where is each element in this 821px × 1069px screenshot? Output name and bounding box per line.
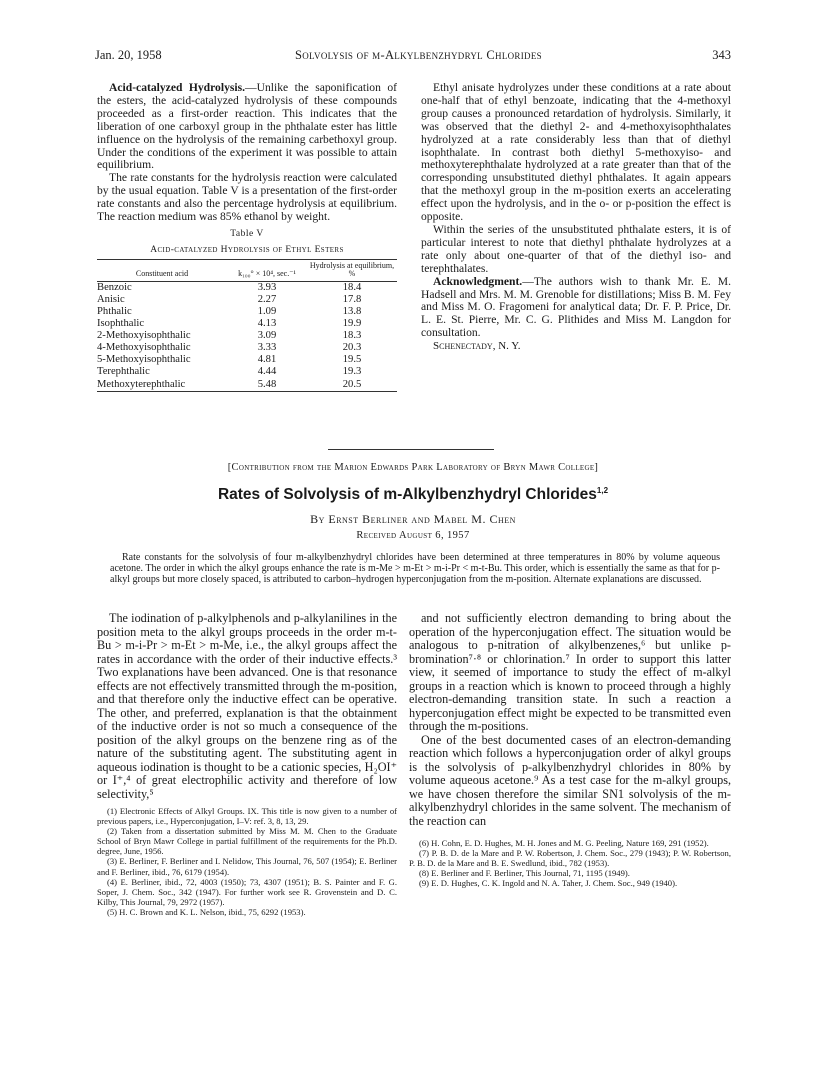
table-cell-k: 5.48 bbox=[257, 378, 277, 390]
paragraph-ethyl-anisate: Ethyl anisate hydrolyzes under these conditions at a rate about one-half that of ethyl benzoate, indicating that the 4-methoxyl group causes a pronounced retardation of hydrolysis. Similarly, it was observed that the diethyl 2- and 4-methoxyisophthalates hydrolyzed at a rate considerably less than that of diethyl isophthalate. In contrast both diethyl 5-methoxyiso- and methoxyterephthalate hydrolyzed at a rate greater than that of the corresponding unsubstituted diethyl phthalates. It again appears that the methoxyl group in the m-position exerts an accelerating effect upon the hydrolysis, and in the o- or p-position the effect is opposite. bbox=[421, 81, 731, 224]
table-cell-hydrolysis: 20.3 bbox=[342, 342, 362, 354]
table-cell-acid: Methoxyterephthalic bbox=[97, 378, 186, 390]
table-cell-hydrolysis: 18.4 bbox=[342, 281, 362, 293]
table-row bbox=[97, 330, 397, 342]
section-heading: Acid-catalyzed Hydrolysis. bbox=[109, 81, 246, 94]
table-cell-hydrolysis: 18.3 bbox=[342, 330, 362, 342]
acknowledgment-heading: Acknowledgment. bbox=[433, 274, 523, 288]
footnote: (6) H. Cohn, E. D. Hughes, M. H. Jones and M. G. Peeling, Nature 169, 291 (1952). bbox=[419, 838, 709, 848]
table-cell-acid: 5-Methoxyisophthalic bbox=[97, 354, 191, 366]
body-right-column bbox=[409, 612, 731, 888]
table-row bbox=[97, 294, 397, 306]
table-cell-acid: Phthalic bbox=[97, 305, 132, 317]
table-cell-acid: 4-Methoxyisophthalic bbox=[97, 342, 191, 354]
table-row bbox=[97, 306, 397, 318]
table-cell-k: 4.13 bbox=[257, 318, 277, 330]
table-cell-k: 1.09 bbox=[257, 305, 277, 317]
paragraph-acid-hydrolysis: Acid-catalyzed Hydrolysis.—Unlike the saponification of the esters, the acid-catalyzed hydrolysis of these compounds proceeded as a first-order reaction. This indicates that the liberation of one carboxyl group in the phthalate ester has little influence on the hydrolysis of the remaining carbethoxyl group. Under the conditions of the experiment it was possible to attain equilibrium. bbox=[97, 81, 397, 172]
left-column-top bbox=[97, 82, 397, 392]
table-cell-hydrolysis: 17.8 bbox=[342, 293, 362, 305]
abstract: Rate constants for the solvolysis of four m-alkylbenzhydryl chlorides have been determined at three temperatures in 80% by volume aqueous acetone. The order in which the alkyl groups enhance the rate is m-Me > m-Et > m-i-Pr < m-t-Bu. This order, which is essentially the same as that for p-alkyl groups but more closely spaced, is attributed to carbon–hydrogen hyperconjugation from the m-position. Alternate explanations are discussed. bbox=[110, 552, 720, 586]
header-running-title: Solvolysis of m-Alkylbenzhydryl Chlorides bbox=[295, 48, 542, 62]
right-column-top bbox=[421, 82, 731, 353]
table-row bbox=[97, 342, 397, 354]
table-v bbox=[97, 259, 397, 392]
footnote: (4) E. Berliner, ibid., 72, 4003 (1950); 73, 4307 (1951); B. S. Painter and F. G. Soper, J. Chem. Soc., 342 (1947). For further work see R. Grovenstein and D. C. Kilby, This Journal, 79, 2972 (1957). bbox=[97, 876, 397, 907]
header-date: Jan. 20, 1958 bbox=[95, 48, 162, 62]
received-date: Received August 6, 1957 bbox=[356, 530, 470, 541]
paragraph-rate-constants: The rate constants for the hydrolysis reaction were calculated by the usual equation. Table V is a presentation of the first-order rate constants and also the percentage hydrolysis at equilibrium. The reaction medium was 85% ethanol by weight. bbox=[97, 171, 397, 224]
table-header-k: k₁₀₀° × 10⁴, sec.⁻¹ bbox=[238, 269, 296, 279]
paragraph-acknowledgment: Acknowledgment.—The authors wish to thank Mr. E. M. Hadsell and Mrs. M. M. Grenoble for distillations; Miss B. M. Fey and Miss M. O. Fragomeni for analytical data; Dr. F. P. Price, Dr. L. E. St. Pierre, Mr. C. G. Plithides and Miss M. Langdon for consultation. bbox=[421, 274, 731, 340]
table-row bbox=[97, 366, 397, 378]
paragraph-solvolysis-test: One of the best documented cases of an electron-demanding reaction which follows a hyperconjugation order of alkyl groups is the solvolysis of p-alkylbenzhydryl chlorides in 80% by volume aqueous acetone.⁹ As a test case for the m-alkyl groups, we have chosen therefore the similar SN1 solvolysis of the m-alkylbenzhydryl chlorides in the same solvent. The mechanism of the reaction can bbox=[409, 732, 731, 828]
table-row bbox=[97, 354, 397, 366]
table-cell-k: 3.33 bbox=[257, 342, 277, 354]
table-body bbox=[97, 281, 397, 391]
footnote: (9) E. D. Hughes, C. K. Ingold and N. A. Taher, J. Chem. Soc., 949 (1940). bbox=[419, 878, 678, 889]
table-cell-k: 2.27 bbox=[257, 293, 277, 305]
header-page-number: 343 bbox=[712, 48, 731, 62]
footnote: (5) H. C. Brown and K. L. Nelson, ibid., 75, 6292 (1953). bbox=[107, 906, 306, 917]
table-cell-hydrolysis: 19.5 bbox=[342, 354, 362, 366]
table-title: Acid-catalyzed Hydrolysis of Ethyl Esters bbox=[150, 244, 344, 255]
table-cell-hydrolysis: 19.9 bbox=[342, 318, 362, 330]
table-cell-acid: Benzoic bbox=[97, 281, 132, 293]
contribution-line: [Contribution from the Marion Edwards Park Laboratory of Bryn Mawr College] bbox=[227, 462, 599, 473]
table-header-acid: Constituent acid bbox=[135, 269, 189, 279]
footnote: (3) E. Berliner, F. Berliner and I. Nelidow, This Journal, 76, 507 (1954); E. Berliner and F. Berliner, ibid., 76, 6179 (1954). bbox=[97, 856, 397, 877]
table-row bbox=[97, 379, 397, 392]
table-row bbox=[97, 318, 397, 330]
footnotes-left bbox=[97, 806, 397, 917]
table-cell-k: 3.93 bbox=[257, 281, 277, 293]
table-cell-hydrolysis: 13.8 bbox=[342, 305, 362, 317]
paragraph-phthalate-series: Within the series of the unsubstituted phthalate esters, it is of particular interest to note that diethyl phthalate hydrolyzes at a rate only about one-quarter of that of the diethyl iso- and terephthalates. bbox=[421, 222, 731, 275]
body-left-column bbox=[97, 612, 397, 917]
table-cell-acid: 2-Methoxyisophthalic bbox=[97, 330, 191, 342]
article-title: Rates of Solvolysis of m-Alkylbenzhydryl Chlorides$^{1,2}$ bbox=[217, 486, 609, 504]
running-header bbox=[95, 48, 731, 64]
table-header-hydrolysis: Hydrolysis at equilibrium, % bbox=[309, 260, 395, 279]
table-cell-k: 3.09 bbox=[257, 330, 277, 342]
location: Schenectady, N. Y. bbox=[433, 340, 521, 353]
footnote: (8) E. Berliner and F. Berliner, This Journal, 71, 1195 (1949). bbox=[419, 868, 630, 879]
table-cell-hydrolysis: 19.3 bbox=[342, 366, 362, 378]
title-footnote-refs: 1,2 bbox=[596, 486, 609, 495]
footnote: (2) Taken from a dissertation submitted by Miss M. M. Chen to the Graduate School of Bryn Mawr College in partial fulfillment of the requirements for the Ph.D. degree, June, 1956. bbox=[97, 826, 397, 857]
table-cell-acid: Isophthalic bbox=[97, 318, 145, 330]
article-authors: By Ernst Berliner and Mabel M. Chen bbox=[310, 512, 516, 526]
table-cell-hydrolysis: 20.5 bbox=[342, 378, 362, 390]
footnotes-right bbox=[409, 838, 731, 888]
section-divider bbox=[328, 449, 494, 450]
paragraph-iodination: The iodination of p-alkylphenols and p-alkylanilines in the position meta to the alkyl groups proceeds in the order m-t-Bu > m-i-Pr > m-Et > m-Me, i.e., the alkyl groups affect the rates in accordance with the order of their inductive effects.³ Two explanations have been advanced. One is that resonance effects are not effectively transmitted through the m-position, and that therefore only the inductive effect can be operative. The other, and preferred, explanation is that the obtainment of the inductive order is not so much a consequence of the position of the alkyl groups on the benzene ring as of the nature of the substituting agent. The substituting agent in aqueous iodination is thought to be a cationic species, H₂OI⁺ or I⁺,⁴ of great electrophilic activity and therefore of low selectivity,⁵ bbox=[97, 611, 397, 801]
paragraph-electron-demanding: and not sufficiently electron demanding to bring about the operation of the hyperconjugation effect. The situation would be analogous to p-nitration of alkylbenzenes,⁶ but unlike p-bromination⁷·⁸ or chlorination.⁷ In order to support this latter view, it seemed of importance to study the effect of m-alkyl groups in a reaction which is known to proceed through a highly electron-demanding transition state. In such a reaction a hyperconjugation effect might be expected to be transmitted even through the m-positions. bbox=[409, 611, 731, 733]
table-cell-k: 4.81 bbox=[257, 354, 277, 366]
footnote: (7) P. B. D. de la Mare and P. W. Robertson, J. Chem. Soc., 279 (1943); P. W. Robertson, P. B. D. de la Mare and B. E. Swedlund, ibid., 782 (1953). bbox=[409, 848, 731, 869]
table-cell-acid: Anisic bbox=[97, 293, 125, 305]
table-caption: Table V bbox=[230, 228, 264, 239]
table-row bbox=[97, 281, 397, 294]
table-cell-acid: Terephthalic bbox=[97, 366, 150, 378]
footnote: (1) Electronic Effects of Alkyl Groups. IX. This title is now given to a number of previous papers, i.e., Hyperconjugation, I–V: ref. 3, 8, 13, 29. bbox=[97, 806, 397, 827]
table-cell-k: 4.44 bbox=[257, 366, 277, 378]
